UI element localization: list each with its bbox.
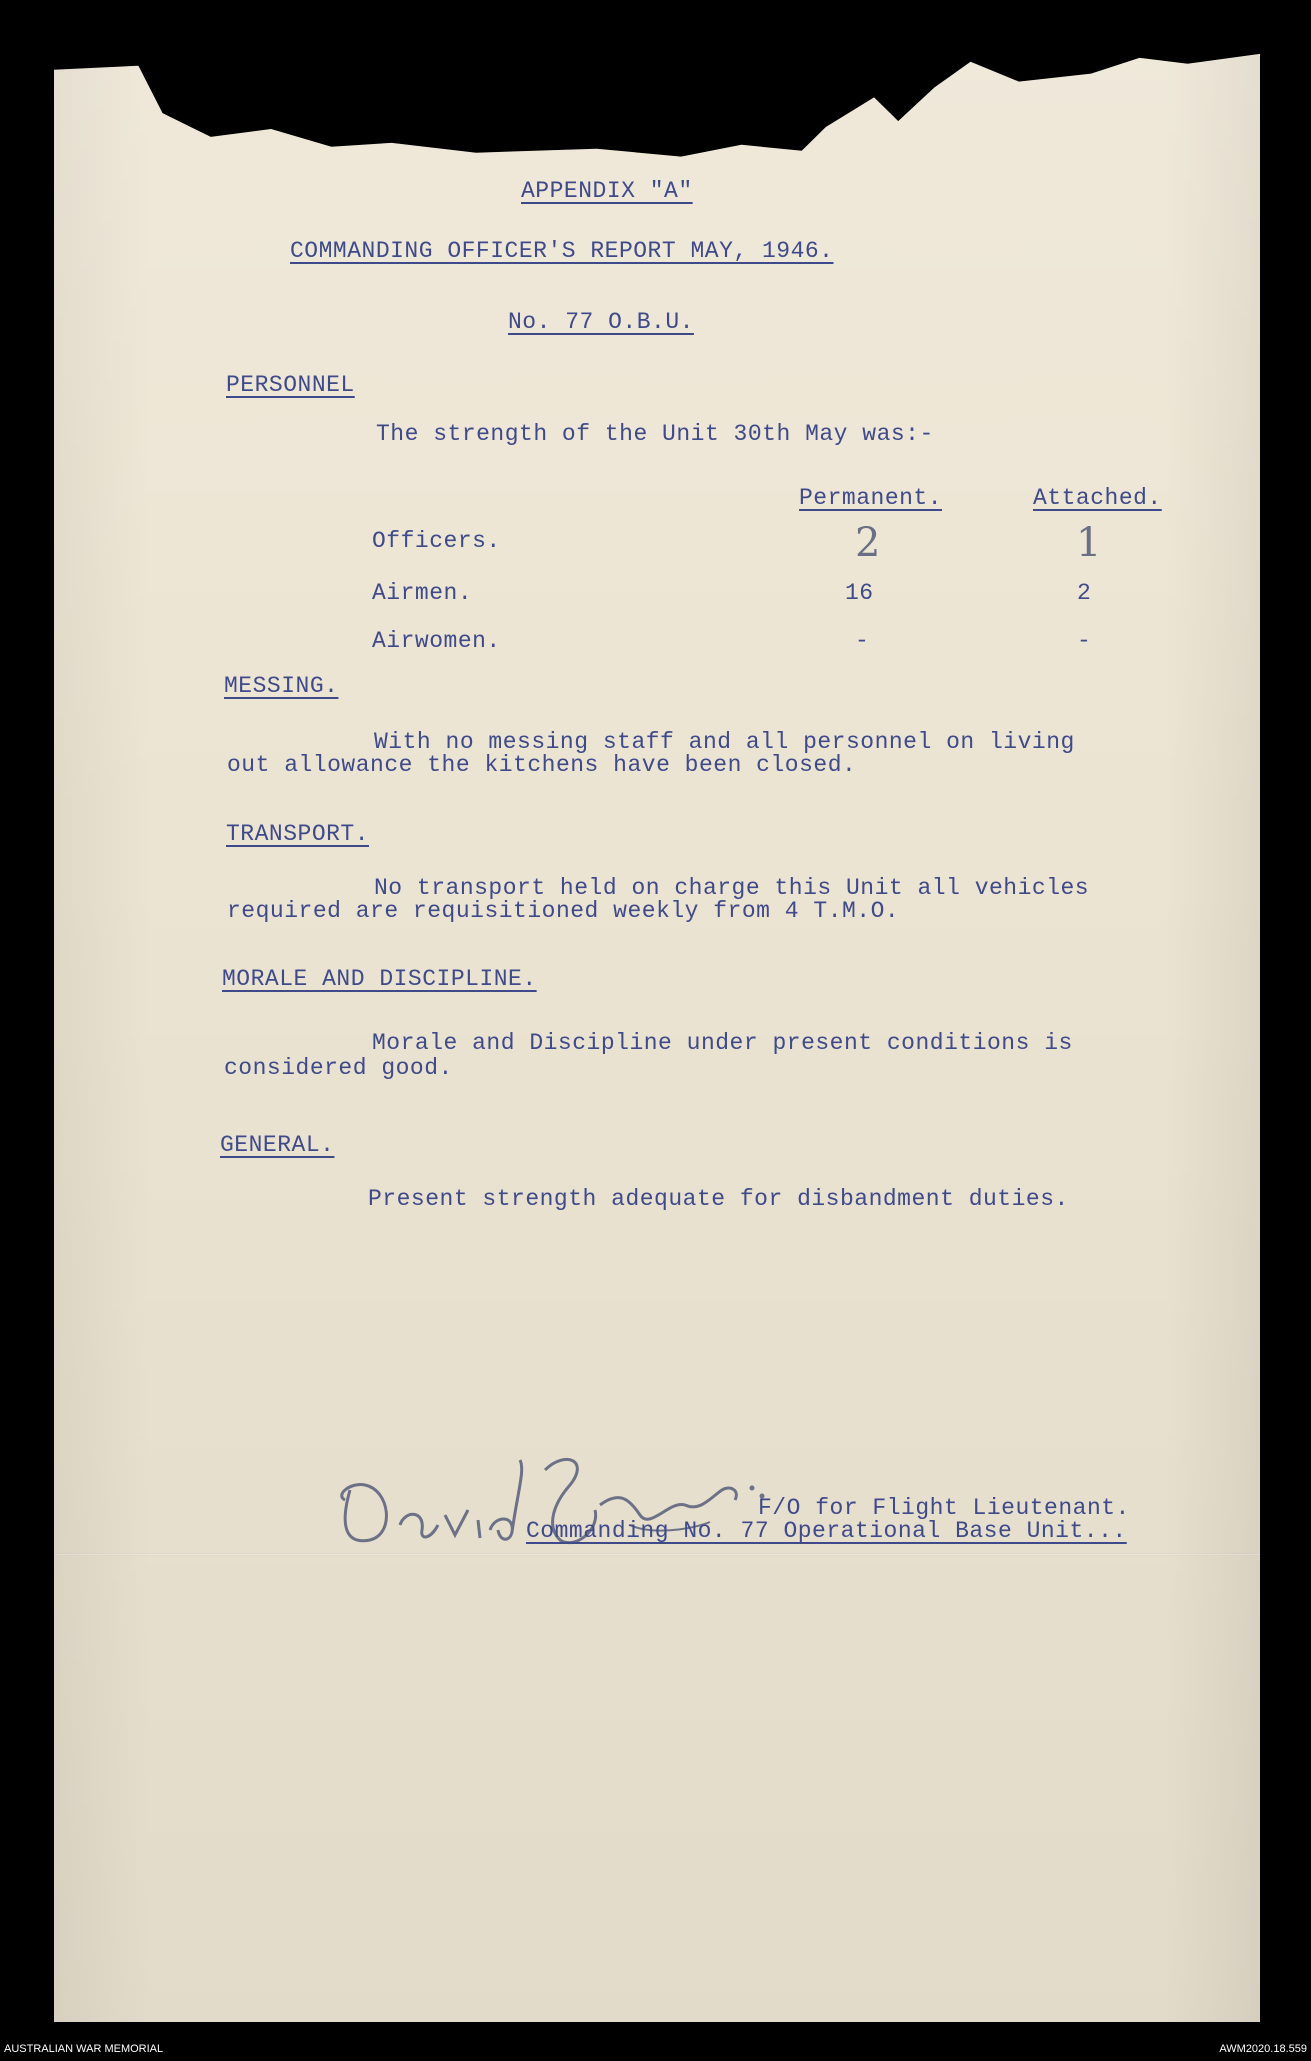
messing-line-1: With no messing staff and all personnel on living xyxy=(374,729,1075,755)
signature-line-1: F/O for Flight Lieutenant. xyxy=(758,1495,1130,1521)
personnel-heading: PERSONNEL xyxy=(226,372,355,398)
messing-line-2: out allowance the kitchens have been closed. xyxy=(227,752,857,778)
row-airwomen-label: Airwomen. xyxy=(372,628,501,654)
signature-line-2: Commanding No. 77 Operational Base Unit... xyxy=(526,1518,1127,1544)
row-airmen-attached: 2 xyxy=(1077,580,1092,606)
row-airmen-label: Airmen. xyxy=(372,580,473,606)
morale-line-2: considered good. xyxy=(224,1055,453,1081)
column-permanent: Permanent. xyxy=(799,485,943,511)
column-attached: Attached. xyxy=(1033,485,1162,511)
footer-source: AUSTRALIAN WAR MEMORIAL xyxy=(4,2043,164,2055)
messing-heading: MESSING. xyxy=(224,673,339,699)
transport-line-2: required are requisitioned weekly from 4 T.M.O. xyxy=(227,898,900,924)
morale-heading: MORALE AND DISCIPLINE. xyxy=(222,966,537,992)
row-officers-label: Officers. xyxy=(372,528,501,554)
row-airwomen-attached: - xyxy=(1077,628,1092,654)
unit-heading: No. 77 O.B.U. xyxy=(508,309,694,335)
morale-line-1: Morale and Discipline under present conditions is xyxy=(372,1030,1073,1056)
footer-accession: AWM2020.18.559 xyxy=(1219,2043,1307,2055)
appendix-heading: APPENDIX "A" xyxy=(521,178,693,204)
transport-heading: TRANSPORT. xyxy=(226,821,370,847)
row-officers-attached: 1 xyxy=(1076,520,1102,566)
transport-line-1: No transport held on charge this Unit all vehicles xyxy=(374,875,1090,901)
row-airwomen-permanent: - xyxy=(855,628,870,654)
general-line-1: Present strength adequate for disbandment duties. xyxy=(368,1186,1069,1212)
personnel-intro: The strength of the Unit 30th May was:- xyxy=(376,421,934,447)
row-officers-permanent: 2 xyxy=(855,520,881,566)
general-heading: GENERAL. xyxy=(220,1132,335,1158)
report-title: COMMANDING OFFICER'S REPORT MAY, 1946. xyxy=(290,238,834,264)
row-airmen-permanent: 16 xyxy=(845,580,874,606)
